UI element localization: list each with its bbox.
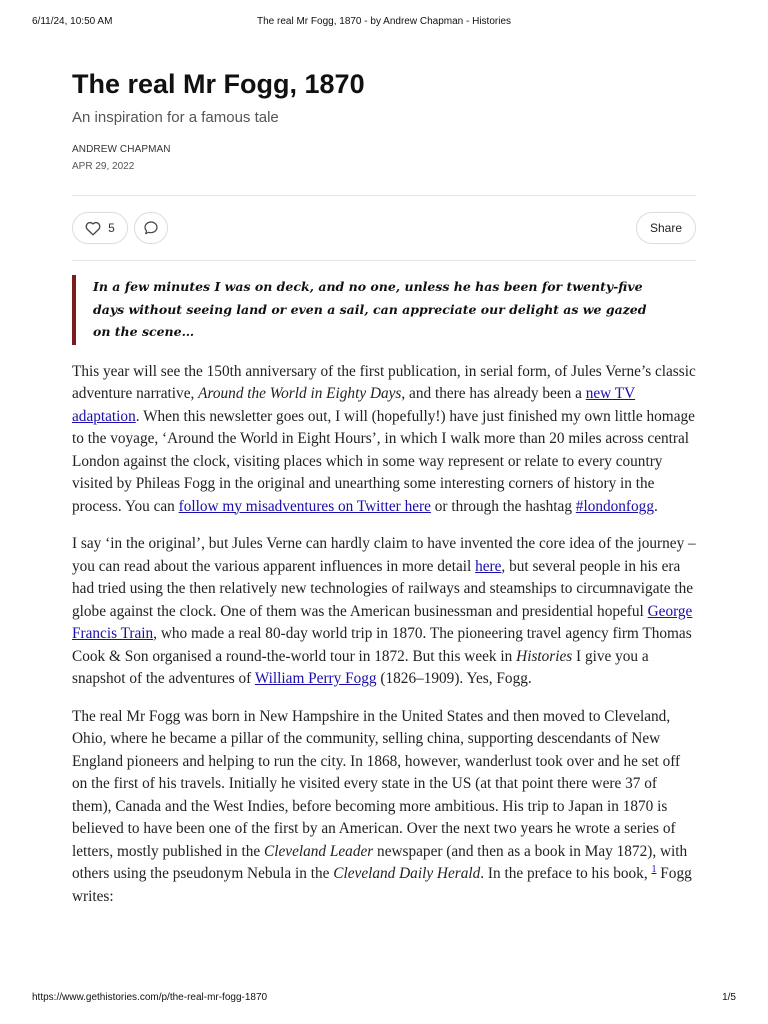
body-paragraph-1 [72, 361, 696, 519]
post-subtitle: An inspiration for a famous tale [72, 109, 279, 126]
like-button[interactable] [72, 212, 128, 244]
print-datetime: 6/11/24, 10:50 AM [32, 16, 113, 27]
post-date: APR 29, 2022 [72, 161, 135, 172]
heart-icon [85, 221, 101, 236]
print-footer [32, 992, 736, 1006]
text-span: , and there has already been a [401, 385, 586, 402]
text-span: or through the hashtag [430, 497, 576, 515]
george-francis-train-link[interactable]: George Francis Train [72, 602, 693, 642]
text-span: . [653, 497, 658, 515]
text-span: . In the preface to his book, [480, 865, 652, 882]
text-span: (1826–1909). Yes, Fogg. [376, 670, 532, 687]
print-url: https://www.gethistories.com/p/the-real-mr-fogg-1870 [32, 992, 268, 1003]
text-span: I give you a snapshot of the adventures of [72, 647, 649, 687]
book-title-italic: Around the World in Eighty Days [198, 385, 402, 402]
print-page-title: The real Mr Fogg, 1870 - by Andrew Chapman - Histories [257, 16, 511, 27]
tv-adaptation-link[interactable]: new TV adaptation [72, 385, 636, 425]
newspaper-name-italic: Cleveland Daily Herald [333, 865, 481, 882]
comment-bubble-icon [143, 220, 159, 236]
footnote-link[interactable]: 1 [651, 863, 657, 875]
print-header [32, 16, 736, 30]
hashtag-link[interactable]: #londonfogg [575, 497, 654, 515]
post-article [72, 66, 696, 908]
text-span: . When this newsletter goes out, I will (hopefully!) have just finished my own little homage to the voyage, ‘Around the World in Eight Hours’, in which I walk more than 20 miles across central London against the clock, visiting places which in some way represent or relate to every country visited by Phileas Fogg in the original and unearthing some interesting corners of history in the process. You can [72, 407, 695, 515]
body-paragraph-2 [72, 533, 696, 691]
text-span: This year will see the 150th anniversary of the first publication, in serial form, of Jules Verne’s classic adventure narrative, [72, 362, 696, 402]
text-span: , who made a real 80-day world trip in 1870. The pioneering travel agency firm Thomas Cook & Son organised a round-the-world tour in 1872. But this week in [72, 625, 692, 665]
like-count: 5 [108, 221, 115, 235]
text-span: The real Mr Fogg was born in New Hampshire in the United States and then moved to Cleveland, Ohio, where he became a pillar of the community, selling china, supporting descendants of New England pioneers and helping to run the city. In 1868, however, wanderlust took over and he set off on the first of his travels. Initially he visited every state in the US (at that point there were 37 of them), Canada and the West Indies, before becoming more ambitious. His trip to Japan in 1870 is believed to have been one of the first by an American. Over the next two years he wrote a series of letters, mostly published in the [72, 707, 681, 860]
text-span: , but several people in his era had tried using the then relatively new technologies of railways and steamships to circumnavigate the globe against the clock. One of them was the American businessman and presidential hopeful [72, 557, 694, 620]
text-span: I say ‘in the original’, but Jules Verne can hardly claim to have invented the core idea of the journey – you can read about the various apparent influences in more detail [72, 535, 696, 575]
text-span: newspaper (and then as a book in May 1872), with others using the pseudonym Nebula in the [72, 842, 688, 882]
comment-button[interactable] [134, 212, 168, 244]
twitter-link[interactable]: follow my misadventures on Twitter here [178, 497, 431, 515]
share-button[interactable]: Share [636, 212, 696, 244]
william-perry-fogg-link[interactable]: William Perry Fogg [254, 670, 377, 687]
influences-link[interactable]: here [475, 557, 502, 575]
post-title: The real Mr Fogg, 1870 [72, 69, 365, 99]
post-actions-bar [72, 195, 696, 261]
text-span: Fogg writes: [72, 865, 692, 905]
newspaper-name-italic: Cleveland Leader [264, 842, 374, 860]
print-page-number: 1/5 [722, 992, 736, 1003]
author-name[interactable]: ANDREW CHAPMAN [72, 144, 171, 155]
newsletter-name-italic: Histories [516, 647, 573, 665]
body-paragraph-3 [72, 706, 696, 909]
pull-quote: In a few minutes I was on deck, and no one, unless he has been for twenty-five days without seeing land or even a sail, can appreciate our delight as we gazed on the scene… [72, 275, 656, 345]
